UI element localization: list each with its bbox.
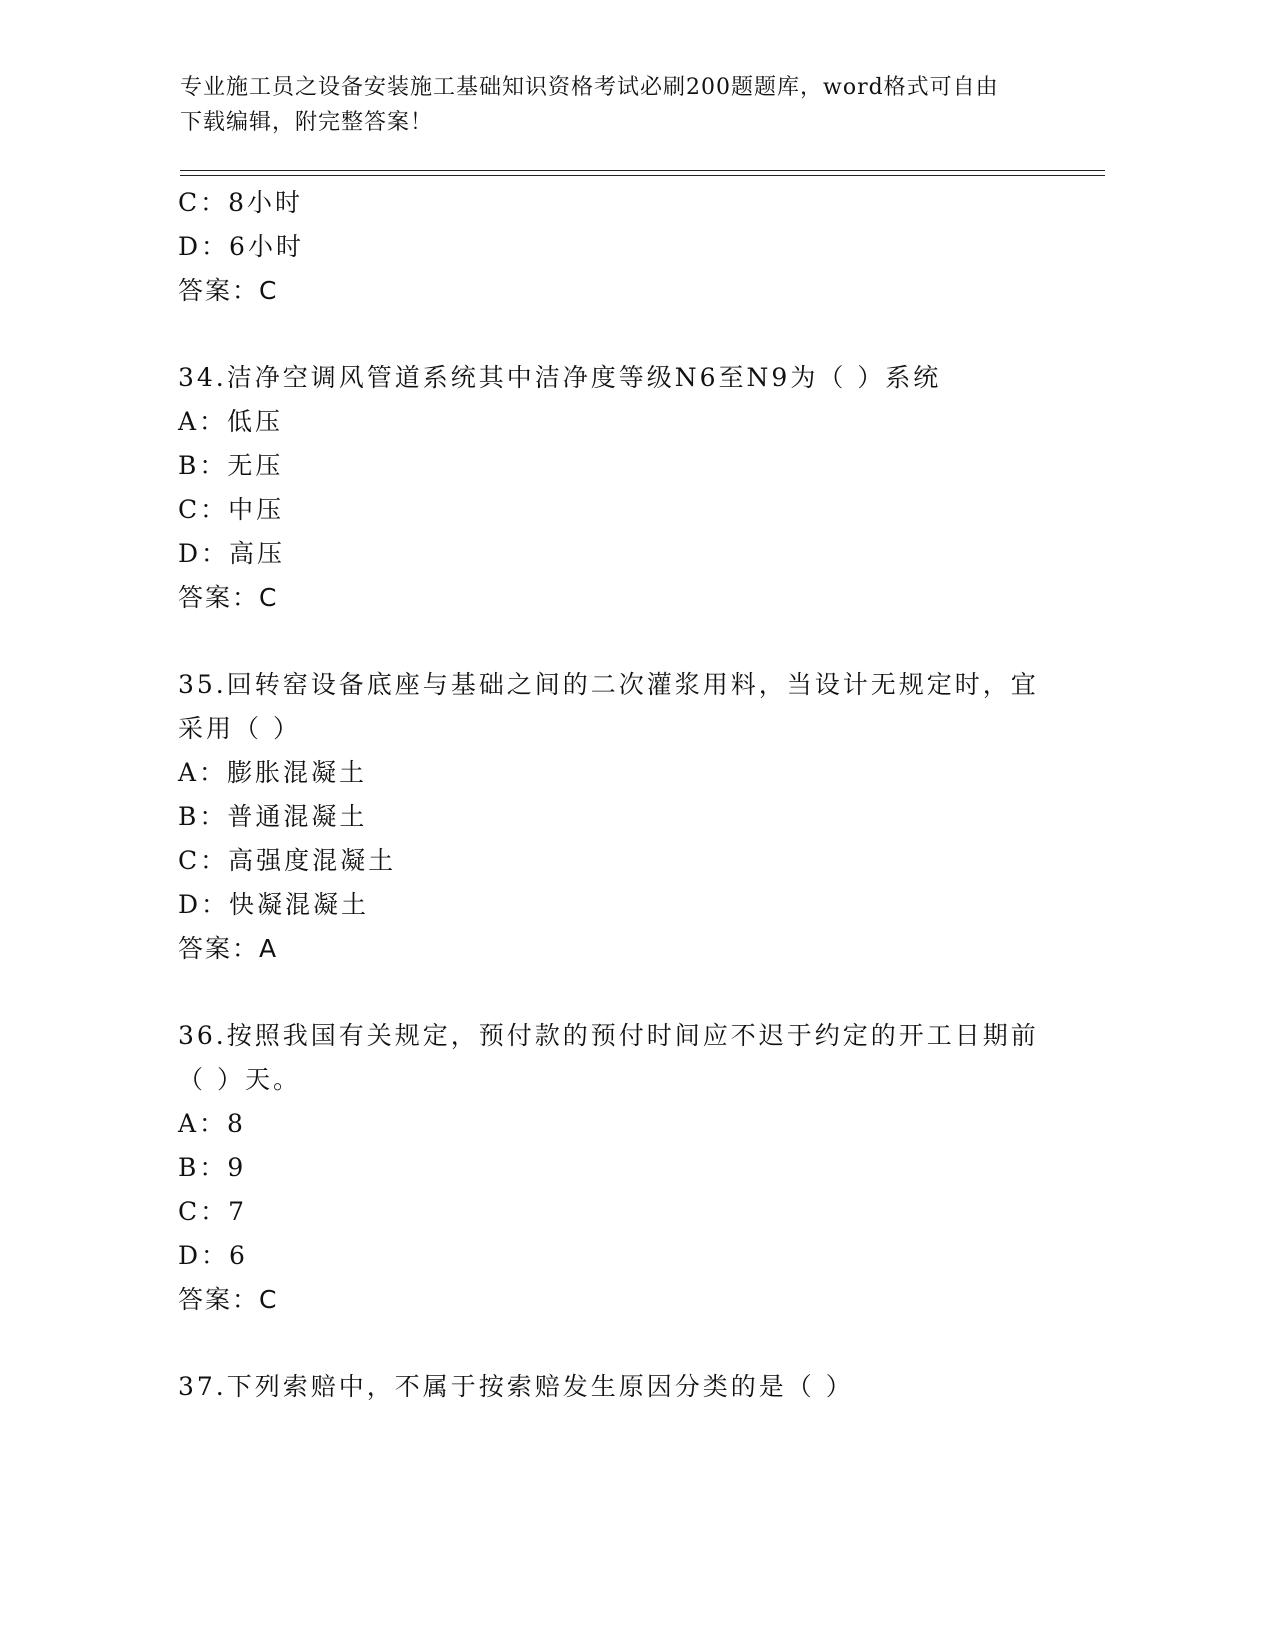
question-text-line-2: 采用（ ） <box>178 714 301 743</box>
question-list <box>178 181 1078 1409</box>
header-title-line-1: 专业施工员之设备安装施工基础知识资格考试必刷200题题库，word格式可自由 <box>180 75 999 100</box>
option-b: B：无压 <box>178 451 284 480</box>
answer-line: 答案：A <box>178 934 279 963</box>
option-d: D：6 <box>178 1241 248 1270</box>
option-a: A：膨胀混凝土 <box>178 758 368 787</box>
option-d: D：快凝混凝土 <box>178 890 370 919</box>
option-c: C：8小时 <box>178 188 304 217</box>
option-c: C：中压 <box>178 495 285 524</box>
question-37 <box>178 1365 1078 1409</box>
question-text: 37.下列索赔中，不属于按索赔发生原因分类的是（ ） <box>178 1372 854 1401</box>
option-a: A：8 <box>178 1109 246 1138</box>
question-text-line-2: （ ）天。 <box>178 1065 301 1094</box>
header-divider-bottom <box>180 175 1105 176</box>
header-divider-top <box>180 170 1105 171</box>
question-34 <box>178 356 1078 620</box>
question-text: 34.洁净空调风管道系统其中洁净度等级N6至N9为（ ）系统 <box>178 363 942 392</box>
answer-line: 答案：C <box>178 583 279 612</box>
option-b: B：9 <box>178 1153 247 1182</box>
option-d: D：6小时 <box>178 232 304 261</box>
previous-question-tail <box>178 181 1078 313</box>
question-36 <box>178 1014 1078 1322</box>
answer-line: 答案：C <box>178 1285 279 1314</box>
header-title-line-2: 下载编辑，附完整答案！ <box>180 110 434 135</box>
option-b: B：普通混凝土 <box>178 802 368 831</box>
question-text-line-1: 36.按照我国有关规定，预付款的预付时间应不迟于约定的开工日期前 <box>178 1021 1039 1050</box>
option-c: C：7 <box>178 1197 248 1226</box>
question-35 <box>178 663 1078 971</box>
option-a: A：低压 <box>178 407 284 436</box>
answer-line: 答案：C <box>178 276 279 305</box>
option-d: D：高压 <box>178 539 286 568</box>
option-c: C：高强度混凝土 <box>178 846 397 875</box>
document-header <box>180 70 1080 140</box>
question-text-line-1: 35.回转窑设备底座与基础之间的二次灌浆用料，当设计无规定时，宜 <box>178 670 1039 699</box>
